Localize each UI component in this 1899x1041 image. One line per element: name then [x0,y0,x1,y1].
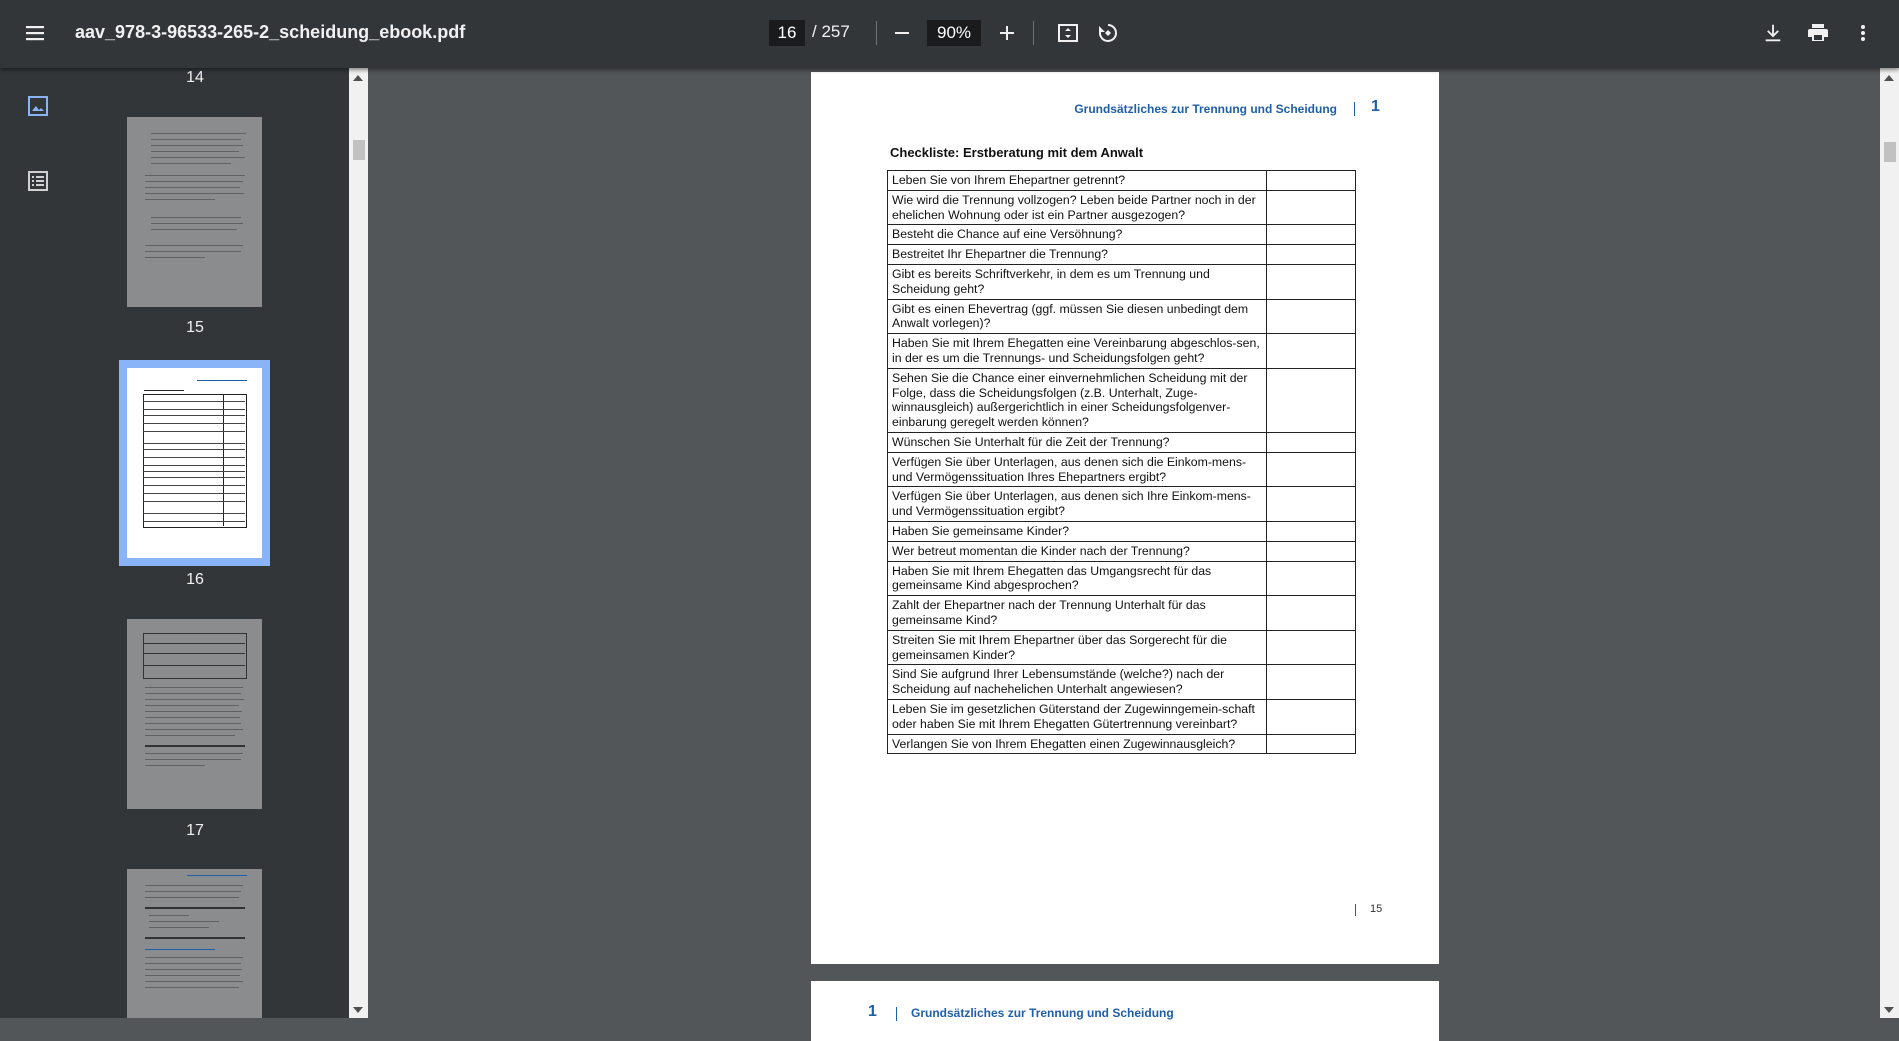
checklist-answer-cell [1267,561,1356,596]
checklist-row [888,171,1356,191]
thumbnail-page-label: 14 [186,69,204,86]
print-icon [1806,21,1830,45]
rotate-icon [1096,21,1120,45]
document-scrollbar[interactable] [1880,68,1899,1018]
checklist-row [888,245,1356,265]
toolbar-divider [1033,21,1034,45]
checklist-question: Haben Sie gemeinsame Kinder? [888,521,1267,541]
running-head: Grundsätzliches zur Trennung und Scheidung [911,1006,1174,1020]
checklist-answer-cell [1267,299,1356,334]
checklist-question: Leben Sie im gesetzlichen Güterstand der Zugewinngemein-schaft oder haben Sie mit Ihrem Ehegatten Gütertrennung vereinbart? [888,699,1267,734]
checklist-answer-cell [1267,264,1356,299]
plus-icon [997,23,1017,43]
minus-icon [892,23,912,43]
list-icon[interactable] [24,167,52,195]
checklist-question: Verfügen Sie über Unterlagen, aus denen sich Ihre Einkom-mens- und Vermögenssituation ergibt? [888,487,1267,522]
page-number-input[interactable]: 16 [769,20,805,46]
checklist-answer-cell [1267,699,1356,734]
checklist-answer-cell [1267,734,1356,754]
print-button[interactable] [1798,13,1838,53]
checklist-question: Verlangen Sie von Ihrem Ehegatten einen Zugewinnausgleich? [888,734,1267,754]
checklist-row [888,299,1356,334]
toolbar-divider [876,21,877,45]
image-icon[interactable] [24,92,52,120]
thumbnail-sidebar [0,68,349,1018]
page-thumbnail[interactable] [127,619,262,809]
checklist-row [888,264,1356,299]
document-scroll-thumb[interactable] [1884,142,1896,162]
pdf-page-next [811,981,1439,1041]
page-thumbnail[interactable] [127,117,262,307]
document-title: aav_978-3-96533-265-2_scheidung_ebook.pdf [75,22,466,42]
checklist-question: Zahlt der Ehepartner nach der Trennung Unterhalt für das gemeinsame Kind? [888,596,1267,631]
download-icon [1762,22,1784,44]
checklist-row [888,432,1356,452]
checklist-answer-cell [1267,190,1356,225]
checklist-question: Haben Sie mit Ihrem Ehegatten das Umgangsrecht für das gemeinsame Kind abgesprochen? [888,561,1267,596]
zoom-in-button[interactable] [987,13,1027,53]
checklist-row [888,541,1356,561]
checklist-question: Sind Sie aufgrund Ihrer Lebensumstände (welche?) nach der Scheidung auf nachehelichen Unterhalt angewiesen? [888,665,1267,700]
hamburger-menu-icon[interactable] [15,13,55,53]
checklist-question: Wer betreut momentan die Kinder nach der Trennung? [888,541,1267,561]
checklist-row [888,734,1356,754]
running-head: Grundsätzliches zur Trennung und Scheidung [1074,102,1337,116]
thumbnail-page-label: 15 [186,319,204,336]
checklist-row [888,561,1356,596]
zoom-out-button[interactable] [882,13,922,53]
chapter-number: 1 [1371,98,1380,115]
checklist-question: Gibt es einen Ehevertrag (ggf. müssen Sie diesen unbedingt dem Anwalt vorlegen)? [888,299,1267,334]
page-thumbnail-selected[interactable] [119,360,270,566]
checklist-question: Verfügen Sie über Unterlagen, aus denen sich die Einkom-mens- und Vermögenssituation Ihres Ehepartners ergibt? [888,452,1267,487]
checklist-question: Haben Sie mit Ihrem Ehegatten eine Vereinbarung abgeschlos-sen, in der es um die Trennungs- und Scheidungsfolgen geht? [888,334,1267,369]
checklist-row [888,521,1356,541]
checklist-question: Leben Sie von Ihrem Ehepartner getrennt? [888,171,1267,191]
checklist-answer-cell [1267,432,1356,452]
rotate-button[interactable] [1088,13,1128,53]
checklist-question: Bestreitet Ihr Ehepartner die Trennung? [888,245,1267,265]
checklist-answer-cell [1267,665,1356,700]
thumbnail-page-label: 17 [186,822,204,839]
thumbnail-page-label: 16 [186,571,204,588]
scroll-down-arrow-icon[interactable] [1884,1007,1894,1013]
checklist-answer-cell [1267,596,1356,631]
checklist-question: Streiten Sie mit Ihrem Ehepartner über das Sorgerecht für die gemeinsamen Kinder? [888,630,1267,665]
checklist-row [888,699,1356,734]
download-button[interactable] [1753,13,1793,53]
zoom-level-input[interactable]: 90% [927,20,981,46]
page-thumbnail[interactable] [127,869,262,1018]
running-head-divider [896,1007,897,1021]
checklist-row [888,665,1356,700]
page-total-label: / 257 [812,22,850,41]
checklist-row [888,452,1356,487]
checklist-row [888,334,1356,369]
checklist-row [888,630,1356,665]
footer-divider [1355,904,1356,916]
more-options-button[interactable] [1843,13,1883,53]
checklist-question: Gibt es bereits Schriftverkehr, in dem es um Trennung und Scheidung geht? [888,264,1267,299]
checklist-row [888,225,1356,245]
fit-to-page-icon [1056,21,1080,45]
checklist-answer-cell [1267,225,1356,245]
fit-to-page-button[interactable] [1048,13,1088,53]
sidebar-scroll-thumb[interactable] [353,140,365,160]
checklist-question: Wie wird die Trennung vollzogen? Leben beide Partner noch in der ehelichen Wohnung oder ist ein Partner ausgezogen? [888,190,1267,225]
checklist-answer-cell [1267,368,1356,432]
more-vert-icon [1853,23,1873,43]
checklist-row [888,368,1356,432]
running-head-divider [1354,102,1355,116]
checklist-title: Checkliste: Erstberatung mit dem Anwalt [890,145,1144,160]
sidebar-scrollbar[interactable] [349,68,368,1018]
checklist-answer-cell [1267,334,1356,369]
checklist-answer-cell [1267,521,1356,541]
checklist-question: Wünschen Sie Unterhalt für die Zeit der Trennung? [888,432,1267,452]
checklist-answer-cell [1267,171,1356,191]
checklist-answer-cell [1267,487,1356,522]
checklist-answer-cell [1267,452,1356,487]
checklist-question: Sehen Sie die Chance einer einvernehmlichen Scheidung mit der Folge, dass die Scheidungsfolgen (z.B. Unterhalt, Zuge-winnausgleich) außergerichtlich in einer Scheidungsfolgenver-einbarung geregelt werden können? [888,368,1267,432]
checklist-table [887,170,1356,754]
scroll-down-arrow-icon[interactable] [353,1007,363,1013]
scroll-up-arrow-icon[interactable] [1884,75,1894,81]
checklist-answer-cell [1267,245,1356,265]
page-number: 15 [1370,903,1383,915]
pdf-page [811,72,1439,964]
checklist-answer-cell [1267,541,1356,561]
pdf-toolbar [0,0,1899,68]
checklist-question: Besteht die Chance auf eine Versöhnung? [888,225,1267,245]
chapter-number: 1 [868,1003,877,1020]
checklist-row [888,190,1356,225]
checklist-row [888,487,1356,522]
checklist-answer-cell [1267,630,1356,665]
checklist-row [888,596,1356,631]
scroll-up-arrow-icon[interactable] [353,75,363,81]
